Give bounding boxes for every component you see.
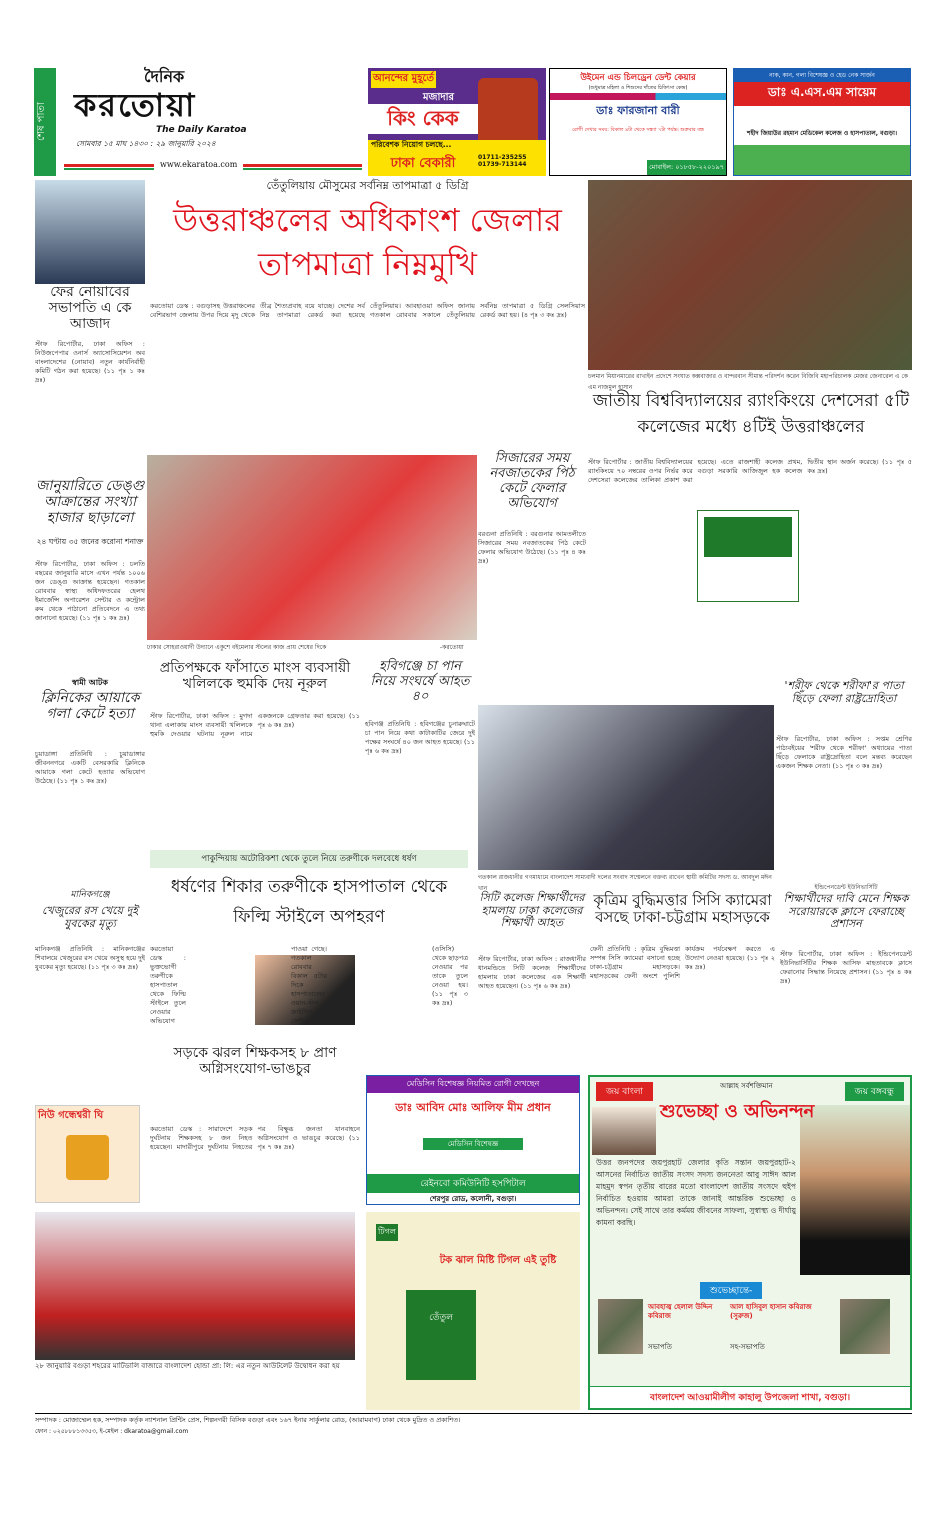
- greeting-p1role: সভাপতি: [648, 1343, 672, 1351]
- ads-tiger-slogan: টক ঝাল মিষ্টি টিগল এই তুষ্টি: [439, 1255, 557, 1266]
- ads-cake-brand: ঢাকা বেকারী: [368, 154, 478, 176]
- photo-p2: [840, 1299, 890, 1354]
- ad-king-cake[interactable]: [368, 68, 546, 176]
- ads-cake-phones: 01711-235255 01739-713144: [478, 154, 546, 176]
- story-1-body: স্টাফ রিপোর্টার, ঢাকা অফিস : নিউজপেপার ওনার্স অ্যাসোসিয়েশন অব বাংলাদেশের (নোয়াব) নতুন কার্যনির্বাহী কমিটি গঠন করা হয়েছে। (১১ পৃঃ ১ কঃ দ্রঃ): [35, 340, 145, 384]
- captions-credit: -করতোয়া: [440, 644, 464, 651]
- story-14-body: করতোয়া ডেস্ক : সারাদেশে সড়ক দুর্ঘটনায় শিক্ষকসহ ৮ জন নিহত হয়েছেন। মাদারীপুরে দুর্ঘটনায় নিহতের পর বিক্ষুব্ধ জনতা যানবাহনে অগ্নিসংযোগ ও ভাঙচুর করেছে। (১১ পৃঃ ৭ কঃ দ্রঃ): [150, 1125, 360, 1151]
- photo-leaders: [592, 1107, 656, 1155]
- story-13-body: স্টাফ রিপোর্টার, ঢাকা অফিস : ইন্ডিপেনডেন্ট ইউনিভার্সিটির শিক্ষক আসিফ মাহতাবকে ক্লাসে ফেরানোর সিদ্ধান্ত নিয়েছে প্রশাসন। (১১ পৃঃ ৪ কঃ দ্রঃ): [780, 950, 912, 985]
- story-2-body: স্টাফ রিপোর্টার, ঢাকা অফিস : চলতি বছরের জানুয়ারি মাসে এখন পর্যন্ত ১০০৬ জন ডেঙ্গু আক্রান্ত হয়েছেন। গতকাল রোববার স্বাস্থ্য অধিদফতরের হেলথ ইমার্জেন্সি অপারেশন সেন্টার ও কন্ট্রোল রুম থেকে পাঠানো প্রতিবেদনে এ তথ্য জানানো হয়েছে। (১১ পৃঃ ১ কঃ দ্রঃ): [35, 560, 145, 622]
- captions-bgb: চলমান মিয়ানমারের রাখাইন প্রদেশে সংঘাত কক্সবাজার ও বান্দরবান সীমান্ত পরিদর্শন করেন বিজিবি মহাপরিচালক মেজর জেনারেল এ কে এম নাজমুল হাসান: [588, 373, 908, 391]
- story-14-headline: সড়কে ঝরল শিক্ষকসহ ৮ প্রাণ অগ্নিসংযোগ-ভাঙচুর: [173, 1045, 337, 1078]
- story-4-headline: খেজুরের রস খেয়ে দুই যুবকের মৃত্যু: [42, 904, 138, 930]
- greeting-p1: আবহাজ্ব হেলাল উদ্দিন কবিরাজ: [648, 1303, 713, 1320]
- ad-greeting[interactable]: [588, 1075, 912, 1410]
- photo-bookfair: [147, 455, 477, 640]
- ads-medicine-doctor: ডাঃ আবিদ মোঃ আলিফ মীম প্রধান: [395, 1101, 551, 1114]
- photo-ak-azad: [35, 180, 145, 284]
- ads-cake-line2: মজাদার: [423, 92, 455, 103]
- captions-press: গতকাল রাজধানীর গণমাধ্যমে বাংলাদেশ সাম্যবাদী দলের সংবাদ সম্মেলনে বক্তব্য রাখেন স্থায়ী কমিটির সদস্য ড. আবদুল মঈন খান: [478, 874, 772, 892]
- story-9-headline: 'শরীফ থেকে শরীফা'র পাতা ছিঁড়ে ফেলা রাষ্ট্রদ্রোহিতা: [784, 679, 904, 705]
- captions-opening: ২৮ জানুয়ারি বগুড়া শহরের মাটিডালি বাজারে বাংলাদেশ হোন্ডা প্রা: লি: এর নতুন আউটলেট উদ্বোধন করা হয়: [35, 1362, 340, 1370]
- story-9-body: স্টাফ রিপোর্টার, ঢাকা অফিস : সপ্তম শ্রেণির পাঠ্যবইয়ের 'শরীফ থেকে শরীফা' অধ্যায়ের পাতা ছিঁড়ে ফেলাকে রাষ্ট্রদ্রোহিতা বলে মন্তব্য করেছেন একজন শিক্ষক নেতা। (১১ পৃঃ ৩ কঃ দ্রঃ): [776, 735, 912, 770]
- story-13-kicker: ইন্ডিপেনডেন্ট ইউনিভার্সিটি: [814, 884, 878, 891]
- story-7-headline: সিজারের সময় নবজাতকের পিঠ কেটে ফেলার অভিযোগ: [489, 451, 575, 511]
- ads-ent-doctor: ডাঃ এ.এস.এম সায়েম: [734, 82, 910, 106]
- greeting-left: জয় বাংলা: [596, 1082, 653, 1101]
- story-12-body: ফেনী প্রতিনিধি : কৃত্রিম বুদ্ধিমত্তা সম্পন্ন সিসি ক্যামেরা বসানো হচ্ছে ঢাকা-চট্টগ্রাম মহাসড়কে। মহাসড়কের ফেনী অংশে পুলিশি কার্যক্রম পর্যবেক্ষণ করতে এ উদ্যোগ নেওয়া হয়েছে। (১১ পৃঃ ২ কঃ দ্রঃ): [590, 945, 775, 980]
- story-2-headline: জানুয়ারিতে ডেঙ্গু আক্রান্তের সংখ্যা হাজার ছাড়ালো: [35, 478, 145, 527]
- ads-medicine-address: শেরপুর রোড, কলোনী, বগুড়া।: [429, 1195, 517, 1203]
- ads-tiger-product: তেঁতুল: [406, 1290, 476, 1380]
- ads-cake-line3: কিং কেক: [368, 104, 478, 134]
- story-5-headline: প্রতিপক্ষকে ফাঁসাতে মাংস ব্যবসায়ী খলিলকে হুমকি দেয় নূরুল: [159, 660, 351, 693]
- website-link[interactable]: www.ekaratoa.com: [154, 160, 243, 170]
- story-3-headline: ক্লিনিকের আয়াকে গলা কেটে হত্যা: [40, 690, 140, 723]
- story-6-headline: হবিগঞ্জে চা পান নিয়ে সংঘর্ষে আহত ৪০: [370, 659, 470, 704]
- story-5-body: স্টাফ রিপোর্টার, ঢাকা অফিস : মুগদা থানা এলাকায় মাংস ব্যবসায়ী খলিলকে হুমকি দেওয়ার ঘটনায় নূরুল নামে একজনকে গ্রেফতার করা হয়েছে। (১১ পৃঃ ৬ কঃ দ্রঃ): [150, 712, 360, 738]
- story-10-body: করতোয়া ডেস্ক : ভুক্তভোগী তরুণীকে হাসপাতাল থেকে ফিল্মি স্টাইলে তুলে নেওয়ার অভিযোগ পাওয়া গেছে। গতকাল রোববার বিকাল ৫টার দিকে হাসপাতালের ওয়ান-স্টপ ক্রাইসিস সেন্টার (ওসিসি) থেকে ছাড়পত্র নেওয়ার পর তাকে তুলে নেওয়া হয়। (১১ পৃঃ ৩ কঃ দ্রঃ): [150, 945, 468, 1025]
- headline-noab: ফের নোয়াবের সভাপতি এ কে আজাদ: [48, 284, 132, 333]
- story-12-headline: কৃত্রিম বুদ্ধিমত্তার সিসি ক্যামেরা বসছে ঢাকা-চট্টগ্রাম মহাসড়কে: [593, 891, 772, 927]
- ads-ent-top: নাক, কান, গলা বিশেষজ্ঞ ও হেড নেক সার্জন: [734, 69, 910, 82]
- ads-ent-hospital: শহীদ জিয়াউর রহমান মেডিকেল কলেজ ও হাসপাতাল, বগুড়া।: [747, 130, 897, 137]
- greeting-wishes: শুভেচ্ছান্তে-: [700, 1282, 762, 1299]
- ad-dental[interactable]: [549, 68, 727, 176]
- story-3-body: চুয়াডাঙ্গা প্রতিনিধি : চুয়াডাঙ্গার জীবননগরে একটি বেসরকারি ক্লিনিকে আয়াকে গলা কেটে হত্যার অভিযোগ উঠেছে। (১১ পৃঃ ১ কঃ দ্রঃ): [35, 750, 145, 785]
- ads-dental-mobile: মোবাইল: ০১৮৫৮-২২০১৯৭: [647, 160, 726, 175]
- story-10-headline: ধর্ষণের শিকার তরুণীকে হাসপাতাল থেকে ফিল্মি স্টাইলে অপহরণ: [170, 877, 448, 927]
- photo-honda-opening: [35, 1212, 355, 1360]
- story-4-body: মানিকগঞ্জ প্রতিনিধি : মানিকগঞ্জের শিবালয়ে খেজুরের রস খেয়ে অসুস্থ হয়ে দুই যুবকের মৃত্যু হয়েছে। (১১ পৃঃ ৩ কঃ দ্রঃ): [35, 945, 145, 971]
- greeting-p2: আল হাসিবুল হাসান কবিরাজ (সুরুজ): [730, 1303, 812, 1320]
- photo-mp: [800, 1105, 910, 1275]
- ad-dishari-food[interactable]: [697, 510, 799, 602]
- photo-press-conference: [478, 705, 774, 870]
- imprint: সম্পাদক : মোজাম্মেল হক, সম্পাদক কর্তৃক ন্যাশনাল প্রিন্টিং প্রেস, শিল্পনগরী বিসিক বগুড়া এবং ১৬৭ ইনার সার্কুলার রোড, (আরামবাগ) ঢাকা থেকে মুদ্রিত ও প্রকাশিত।: [35, 1416, 461, 1424]
- greeting-footer: বাংলাদেশ আওয়ামীলীগ কাহালু উপজেলা শাখা, বগুড়া।: [590, 1386, 910, 1408]
- ad-ghee[interactable]: [35, 1105, 140, 1203]
- story-6-body: হবিগঞ্জ প্রতিনিধি : হবিগঞ্জের চুনারুঘাটে চা পান নিয়ে কথা কাটাকাটির জেরে দুই পক্ষের সংঘর্ষে ৪০ জন আহত হয়েছে। (১১ পৃঃ ৬ কঃ দ্রঃ): [365, 720, 475, 755]
- story-2-sub: ২৪ ঘণ্টায় ৩৫ জনের করোনা শনাক্ত: [36, 537, 144, 546]
- lead-headline: উত্তরাঞ্চলের অধিকাংশ জেলার তাপমাত্রা নিম্নমুখি: [173, 201, 562, 283]
- issue-date: সোমবার ১৫ মাঘ ১৪৩০ : ২৯ জানুয়ারি ২০২৪: [76, 139, 216, 148]
- greeting-right: জয় বঙ্গবন্ধু: [845, 1082, 904, 1101]
- story-11-headline: সিটি কলেজ শিক্ষার্থীদের হামলায় ঢাকা কলেজের শিক্ষার্থী আহত: [479, 891, 585, 930]
- ads-dental-title: উইমেন এন্ড চিলড্রেন ডেন্ট কেয়ার: [580, 73, 696, 83]
- greeting-top: আল্লাহ সর্বশক্তিমান: [720, 1082, 773, 1090]
- greeting-title: শুভেচ্ছা ও অভিনন্দন: [660, 1101, 815, 1122]
- ads-dental-sub: (শুধুমাত্র মহিলা ও শিশুদের দাঁতের চিকিৎসা কেন্দ্র): [588, 85, 688, 91]
- ad-medicine[interactable]: [366, 1075, 580, 1205]
- contact: ফোন : ০২৫৮৮৮১৩৩৫৩, ই-মেইল : dkaratoa@gmail.com: [35, 1428, 189, 1435]
- captions-bookfair: ঢাকার সোহরাওয়ার্দী উদ্যানে একুশে বইমেলার স্টলের কাজ প্রায় শেষের দিকে: [147, 644, 327, 651]
- lead-kicker: তেঁতুলিয়ায় মৌসুমের সর্বনিম্ন তাপমাত্রা ৫ ডিগ্রি: [266, 179, 469, 192]
- greeting-body: উত্তর জনপদের জয়পুরহাট জেলার কৃতি সন্তান জয়পুরহাট-২ আসনের নির্বাচিত জাতীয় সংসদ সদস্য জননেতা আবু সাঈদ আল মাহমুদ স্বপন তৃতীয় বারের মতো বাংলাদেশ জাতীয় সংসদে হুইপ নির্বাচিত হওয়ায় আমরা তাকে জানাই আন্তরিক শুভেচ্ছা ও অভিনন্দন। সেই সাথে তার কর্মময় জীবনের সাফল্য, সুস্বাস্থ্য ও দীর্ঘায়ু কামনা করছি।: [596, 1158, 796, 1227]
- story-4-kicker: মানিকগঞ্জে: [70, 890, 110, 900]
- story-8-body: স্টাফ রিপোর্টার : জাতীয় বিশ্ববিদ্যালয়ের র‍্যাংকিংয়ে ৭০ নম্বরের ওপর নির্ভর করে দেশসেরা কলেজের তালিকা প্রকাশ করা হয়েছে। এতে রাজশাহী কলেজ প্রথম, বগুড়া সরকারি আজিজুল হক কলেজ দ্বিতীয় স্থান অর্জন করেছে। (১১ পৃঃ ৫ কঃ দ্রঃ): [588, 458, 912, 484]
- ads-cake-line1: আনন্দের মুহূর্তে: [371, 71, 436, 88]
- masthead-title: করতোয়া: [74, 86, 197, 124]
- masthead: [34, 68, 364, 176]
- story-11-body: স্টাফ রিপোর্টার, ঢাকা অফিস : রাজধানীর ধানমন্ডিতে সিটি কলেজ শিক্ষার্থীদের হামলায় ঢাকা কলেজের এক শিক্ষার্থী আহত হয়েছেন। (১১ পৃঃ ৬ কঃ দ্রঃ): [478, 955, 586, 990]
- ads-dental-doctor: ডাঃ ফারজানা বারী: [596, 104, 680, 117]
- masthead-top: দৈনিক: [144, 67, 185, 86]
- ad-ent-doctor[interactable]: [733, 68, 911, 176]
- story-8-headline: জাতীয় বিশ্ববিদ্যালয়ের র‍্যাংকিংয়ে দেশসেরা ৫টি কলেজের মধ্যে ৪টিই উত্তরাঞ্চলের: [592, 391, 910, 437]
- kicker-banner: পাকুন্দিয়ায় অটোরিকশা থেকে তুলে নিয়ে তরুণীকে দলবেধে ধর্ষণ: [150, 850, 468, 868]
- story-3-kicker: স্বামী আটক: [72, 677, 108, 687]
- ads-tiger-brand: টিগল: [376, 1224, 398, 1241]
- photo-p1: [598, 1299, 643, 1354]
- ads-medicine-place: রেইনবো কমিউনিটি হসপিটাল: [367, 1174, 579, 1193]
- story-7-body: বরগুনা প্রতিনিধি : বরগুনার আমতলীতে সিজারের সময় নবজাতকের পিঠ কেটে ফেলার অভিযোগ উঠেছে। (১১ পৃঃ ৪ কঃ দ্রঃ): [478, 530, 586, 565]
- ads-medicine-top: মেডিসিন বিশেষজ্ঞ নিয়মিত রোগী দেখছেন: [367, 1076, 579, 1093]
- section-tab: শেষ পাতা: [34, 68, 56, 176]
- greeting-p2role: সহ-সভাপতি: [730, 1343, 765, 1351]
- ads-medicine-sub: মেডিসিন বিশেষজ্ঞ: [423, 1138, 523, 1150]
- ads-cake-line4: পরিবেশক নিয়োগ চলছে...: [368, 140, 546, 154]
- story-0-body: করতোয়া ডেস্ক : বগুড়াসহ উত্তরাঞ্চলের বেশিরভাগ জেলায় উপর দিয়ে মৃদু থেকে তীব্র শৈত্যপ্রবাহ বয়ে যাচ্ছে। দেশের সর্ব নিম্ন তাপমাত্রা রেকর্ড করা হয়েছে তেঁতুলিয়ায়। আবহাওয়া অফিস জানায় গতকাল রোববার সকালে তেঁতুলিয়ায় সর্বনিম্ন তাপমাত্রা ৫ ডিগ্রি সেলসিয়াস রেকর্ড করা হয়। (৪ পৃঃ ৩ কঃ দ্রঃ): [150, 302, 585, 319]
- ad-tiger-tamarind[interactable]: [366, 1212, 580, 1410]
- masthead-english: The Daily Karatoa: [156, 125, 247, 135]
- photo-bgb: [588, 180, 912, 370]
- ads-ghee-brand: নিউ গন্ধেশ্বরী ঘি: [38, 1110, 104, 1121]
- ads-dental-hours: রোগী দেখার সময়: বিকাল ৪টা থেকে সন্ধ্যা ৭টা পর্যন্ত। শুক্রবার বন্ধ: [571, 127, 705, 133]
- story-13-headline: শিক্ষার্থীদের দাবি মেনে শিক্ষক সরোয়ারকে ক্লাসে ফেরাচ্ছে প্রশাসন: [783, 892, 909, 931]
